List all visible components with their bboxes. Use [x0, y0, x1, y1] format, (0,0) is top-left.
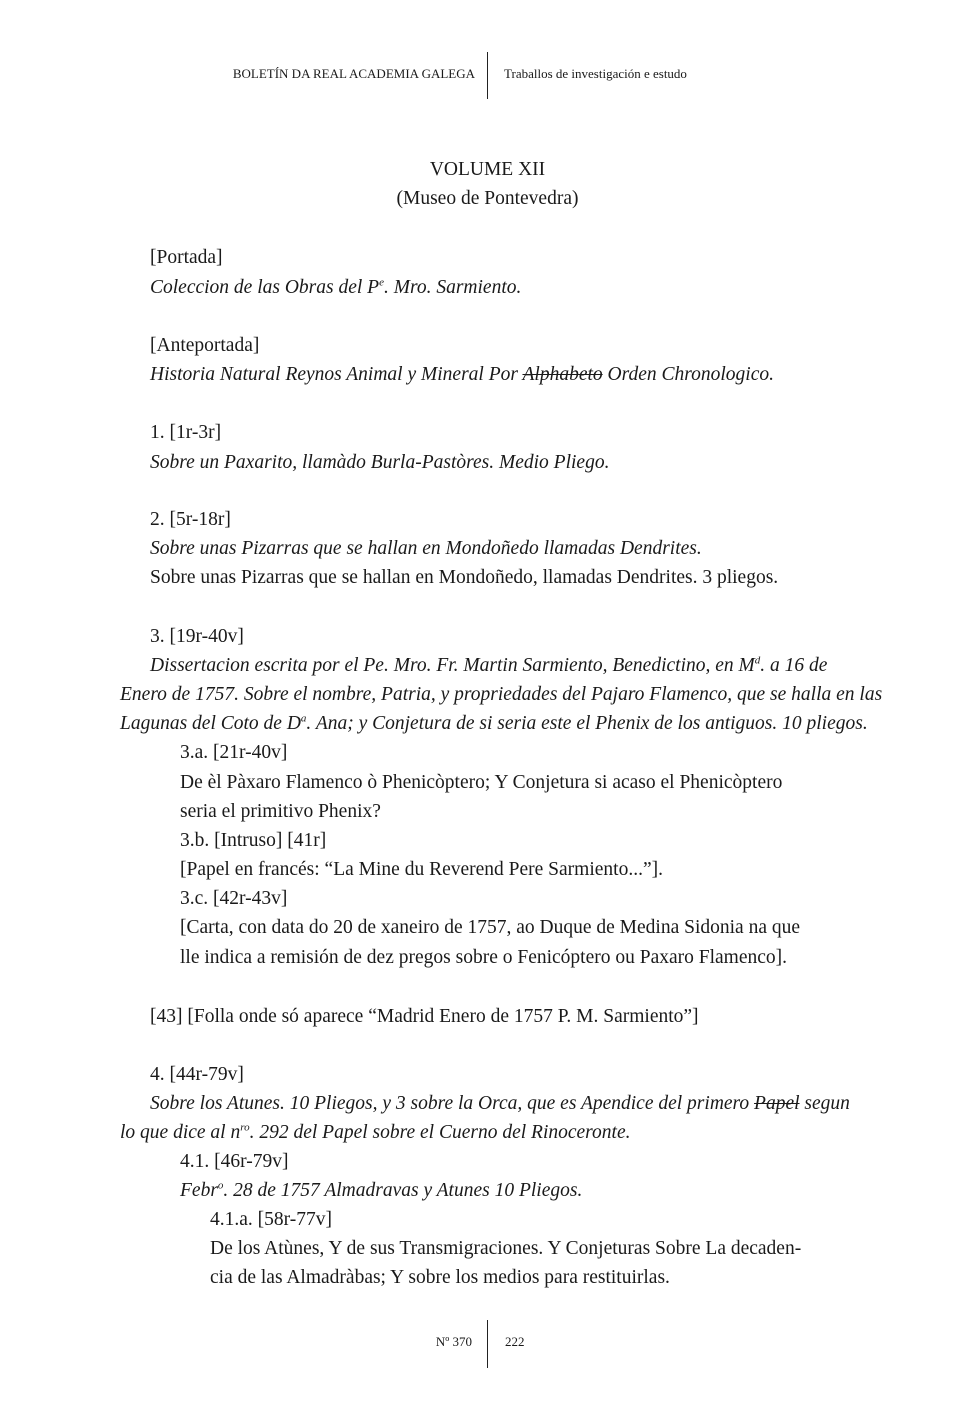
subsubentry-text: [210, 1265, 670, 1291]
entry-heading: [150, 420, 221, 446]
struck-text: Alphabeto: [522, 364, 603, 385]
entry-heading: [150, 1062, 244, 1088]
entry-text: [150, 565, 778, 591]
superscript: d: [754, 654, 761, 667]
text-run: 3.a. [21r-40v]: [180, 742, 288, 763]
subentry-heading: [180, 828, 326, 854]
text-run: . Mro. Sarmiento.: [383, 277, 522, 298]
text-run: 3.b. [Intruso] [41r]: [180, 830, 327, 851]
text-run: Sobre un Paxarito, llamàdo Burla-Pastòres. Medio Pliego.: [150, 452, 610, 473]
volume-subtitle: [0, 186, 975, 212]
text-run: VOLUME XII: [429, 159, 546, 180]
subentry-heading: [180, 1149, 288, 1175]
entry-text: [150, 450, 609, 476]
text-run: Orden Chronologico.: [602, 364, 774, 385]
text-run: cia de las Almadràbas; Y sobre los medios para restituirlas.: [210, 1267, 670, 1288]
text-run: lo que dice al n: [120, 1122, 241, 1143]
text-run: 4.1.a. [58r-77v]: [210, 1209, 332, 1230]
footer-divider: [487, 1320, 488, 1368]
text-run: (Museo de Pontevedra): [396, 188, 579, 209]
journal-title: BOLETÍN DA REAL ACADEMIA GALEGA: [232, 66, 475, 81]
entry-text: [150, 1091, 850, 1117]
entry-text: [150, 362, 774, 388]
text-run: Febr: [180, 1180, 218, 1201]
subsubentry-heading: [210, 1207, 332, 1233]
text-run: Sobre los Atunes. 10 Pliegos, y 3 sobre la Orca, que es Apendice del primero: [150, 1093, 755, 1114]
text-run: De los Atùnes, Y de sus Transmigraciones. Y Conjeturas Sobre La decaden-: [210, 1238, 802, 1259]
superscript: ro: [240, 1121, 250, 1134]
text-run: Coleccion de las Obras del P: [150, 277, 380, 298]
subentry-text: [180, 945, 787, 971]
text-run: . 28 de 1757 Almadravas y Atunes 10 Pliegos.: [223, 1180, 583, 1201]
text-run: 3. [19r-40v]: [150, 626, 244, 647]
entry-text: [120, 711, 868, 737]
folio-note: [150, 1004, 699, 1030]
subentry-heading: [180, 740, 287, 766]
entry-text: [150, 536, 702, 562]
section-heading: [150, 333, 259, 359]
subentry-text: [180, 857, 663, 883]
header-divider: [487, 52, 488, 99]
text-run: 4.1. [46r-79v]: [180, 1151, 289, 1172]
subentry-text: [180, 770, 782, 796]
superscript: a: [300, 712, 307, 725]
volume-title: [0, 157, 975, 183]
text-run: lle indica a remisión de dez pregos sobre o Fenicóptero ou Paxaro Flamenco].: [180, 947, 788, 968]
text-run: Enero de 1757. Sobre el nombre, Patria, y propriedades del Pajaro Flamenco, que se halla en las: [120, 684, 883, 705]
entry-heading: [150, 507, 231, 533]
entry-text: [120, 1120, 630, 1146]
text-run: De èl Pàxaro Flamenco ò Phenicòptero; Y Conjetura si acaso el Phenicòptero: [180, 772, 783, 793]
text-run: . a 16 de: [760, 655, 828, 676]
subsubentry-text: [210, 1236, 801, 1262]
entry-heading: [150, 624, 244, 650]
subentry-text: [180, 915, 800, 941]
text-run: seria el primitivo Phenix?: [180, 801, 381, 822]
text-run: 3.c. [42r-43v]: [180, 888, 288, 909]
text-run: segun: [799, 1093, 850, 1114]
entry-text: [150, 275, 521, 301]
section-heading: [150, 245, 223, 271]
section-title: Traballos de investigación e estudo: [504, 66, 687, 81]
superscript: e: [379, 276, 384, 289]
text-run: Sobre unas Pizarras que se hallan en Mondoñedo llamadas Dendrites.: [150, 538, 702, 559]
text-run: Dissertacion escrita por el Pe. Mro. Fr. Martin Sarmiento, Benedictino, en M: [150, 655, 755, 676]
text-run: [Carta, con data do 20 de xaneiro de 1757, ao Duque de Medina Sidonia na que: [180, 917, 801, 938]
text-run: . 292 del Papel sobre el Cuerno del Rinoceronte.: [249, 1122, 631, 1143]
text-run: [Portada]: [150, 247, 223, 268]
subentry-text: [180, 799, 381, 825]
text-run: 2. [5r-18r]: [150, 509, 231, 530]
text-run: Lagunas del Coto de D: [120, 713, 301, 734]
text-run: 4. [44r-79v]: [150, 1064, 244, 1085]
entry-text: [120, 682, 882, 708]
struck-text: Papel: [754, 1093, 800, 1114]
text-run: [Papel en francés: “La Mine du Reverend Pere Sarmiento...”].: [180, 859, 663, 880]
entry-text: [150, 653, 827, 679]
text-run: [Anteportada]: [150, 335, 260, 356]
text-run: . Ana; y Conjetura de si seria este el Phenix de los antiguos. 10 pliegos.: [306, 713, 868, 734]
subentry-text: [180, 1178, 582, 1204]
issue-number: Nº 370: [435, 1334, 472, 1349]
text-run: 1. [1r-3r]: [150, 422, 222, 443]
superscript: o: [217, 1179, 224, 1192]
subentry-heading: [180, 886, 287, 912]
page-number: 222: [505, 1334, 525, 1349]
text-run: [43] [Folla onde só aparece “Madrid Enero de 1757 P. M. Sarmiento”]: [150, 1006, 699, 1027]
text-run: Historia Natural Reynos Animal y Mineral Por: [150, 364, 523, 385]
text-run: Sobre unas Pizarras que se hallan en Mondoñedo, llamadas Dendrites. 3 pliegos.: [150, 567, 779, 588]
